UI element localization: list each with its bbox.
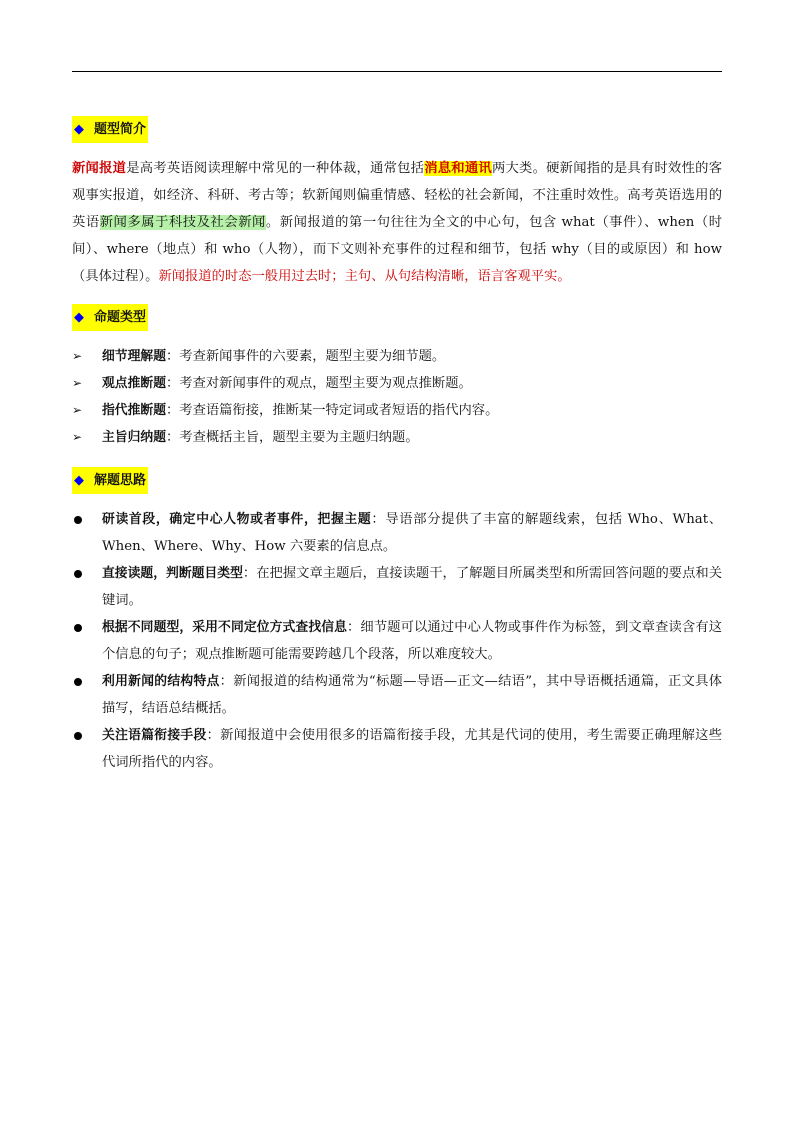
dot-bullet-icon [74,732,82,740]
header-rule [72,71,722,72]
intro-paragraph: 新闻报道是高考英语阅读理解中常见的一种体裁，通常包括消息和通讯两大类。硬新闻指的是具有时效性的客观事实报道，如经济、科研、考古等；软新闻则偏重情感、轻松的社会新闻，不注重时效性。高考英语选用的英语新闻多属于科技及社会新闻。新闻报道的第一句往往为全文的中心句，包含 what（事件）、when（时间）、where（地点）和 who（人物），而下文则补充事件的过程和细节，包括 why（目的或原因）和 how（具体过程）。新闻报道的时态一般用过去时；主句、从句结构清晰，语言客观平实。 [72,161,723,284]
diamond-icon: ◆ [74,122,84,137]
diamond-icon: ◆ [74,310,84,325]
dot-bullet-icon [74,516,82,524]
diamond-icon: ◆ [74,473,84,488]
dot-bullet-icon [74,624,82,632]
list-item: 根据不同题型，采用不同定位方式查找信息：细节题可以通过中心人物或事件作为标签，到文章查读含有这个信息的句子；观点推断题可能需要跨越几个段落，所以难度较大。 [72,614,722,668]
arrow-bullet-icon: ➢ [72,403,83,417]
list-item: 研读首段，确定中心人物或者事件，把握主题：导语部分提供了丰富的解题线索，包括 Who、What、When、Where、Why、How 六要素的信息点。 [72,506,722,560]
dot-bullet-icon [74,570,82,578]
list-item: 直接读题，判断题目类型：在把握文章主题后，直接读题干，了解题目所属类型和所需回答问题的要点和关键词。 [72,560,722,614]
approach-list [72,506,722,776]
arrow-bullet-icon: ➢ [72,430,83,444]
section-heading-question-types [72,304,722,331]
heading-text: 题型简介 [94,122,147,137]
document-body [72,116,722,776]
question-type-list [72,343,722,451]
term-news-report: 新闻报道 [72,161,127,176]
section-heading-approach [72,467,722,494]
highlight-message: 消息和通讯 [424,161,492,176]
list-item: ➢ 观点推断题：考查对新闻事件的观点，题型主要为观点推断题。 [72,370,722,397]
heading-text: 解题思路 [94,473,147,488]
dot-bullet-icon [74,678,82,686]
section-heading-intro [72,116,722,143]
highlight-science-news: 新闻多属于科技及社会新闻 [99,215,266,230]
list-item: ➢ 细节理解题：考查新闻事件的六要素，题型主要为细节题。 [72,343,722,370]
list-item: 关注语篇衔接手段：新闻报道中会使用很多的语篇衔接手段，尤其是代词的使用，考生需要正确理解这些代词所指代的内容。 [72,722,722,776]
list-item: ➢ 指代推断题：考查语篇衔接，推断某一特定词或者短语的指代内容。 [72,397,722,424]
arrow-bullet-icon: ➢ [72,349,83,363]
arrow-bullet-icon: ➢ [72,376,83,390]
list-item: 利用新闻的结构特点：新闻报道的结构通常为“标题—导语—正文—结语”，其中导语概括通篇，正文具体描写，结语总结概括。 [72,668,722,722]
heading-text: 命题类型 [94,310,147,325]
list-item: ➢ 主旨归纳题：考查概括主旨，题型主要为主题归纳题。 [72,424,722,451]
tense-note: 新闻报道的时态一般用过去时；主句、从句结构清晰，语言客观平实。 [158,269,571,284]
